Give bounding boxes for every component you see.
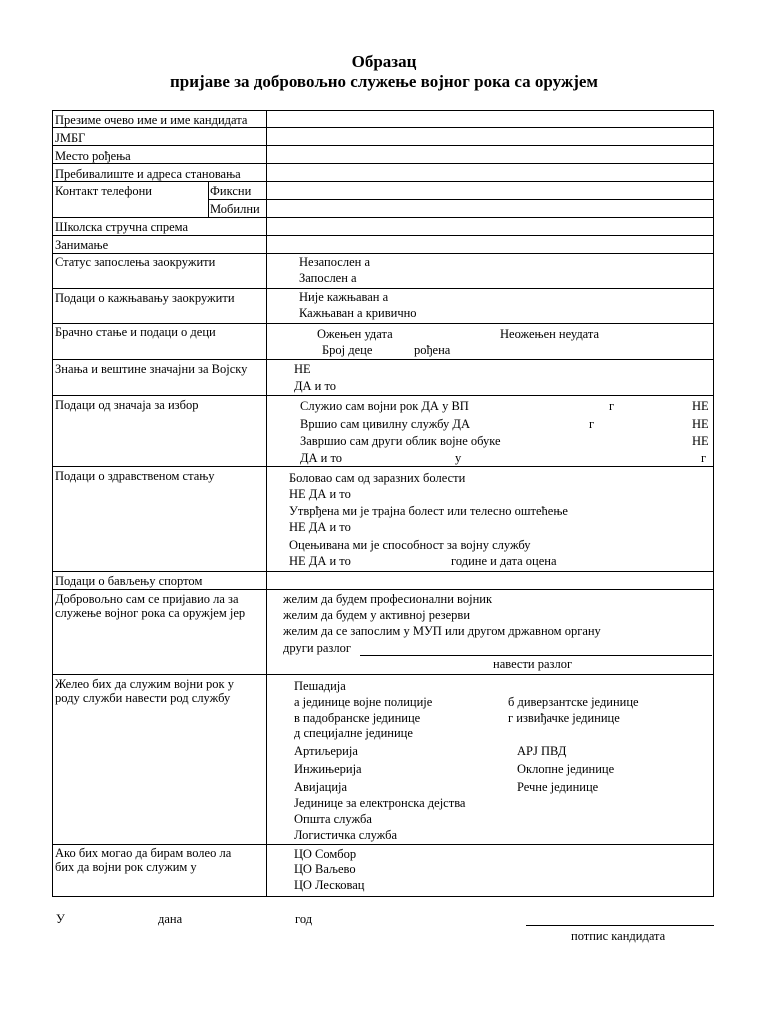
label-location-line2: бих да војни рок служим у [55,860,197,874]
skills-yes[interactable]: ДА и то [294,379,337,393]
option-unmarried[interactable]: Неожењен неудата [500,327,600,341]
option-punished[interactable]: Кажњаван а кривично [299,306,417,320]
branch-aviation[interactable]: Авијација [294,780,348,794]
branch-recon[interactable]: г извиђачке јединице [508,711,620,725]
other-training-in-label: у [455,451,462,465]
reason-reserve[interactable]: желим да будем у активној резерви [283,608,471,622]
location-leskovac[interactable]: ЦО Лесковац [294,878,365,892]
label-contact: Контакт телефони [55,184,152,198]
label-branch-line1: Желео бих да служим војни рок у [55,677,234,691]
label-penalty: Подаци о кажњавању заокружити [55,291,235,305]
branch-air-defense[interactable]: АРЈ ПВД [517,744,567,758]
branch-airborne[interactable]: в падобранске јединице [294,711,421,725]
label-reason-line2: служење војног рока са оружјем јер [55,606,246,620]
row-divider [52,253,714,254]
signature-line[interactable] [526,925,714,926]
form-title: Образац [351,52,417,71]
civil-service-no[interactable]: НЕ [692,417,709,431]
branch-electronic-warfare[interactable]: Јединице за електронска дејства [294,796,466,810]
label-occupation: Занимање [55,238,109,252]
footer-day-label: дана [158,912,183,926]
row-divider [52,844,714,845]
label-birthplace: Место рођења [55,149,131,163]
reason-note: навести разлог [493,657,573,671]
reason-professional[interactable]: желим да будем професионални војник [283,592,493,606]
label-jmbg: ЈМБГ [55,131,86,145]
option-unemployed[interactable]: Незапослен а [299,255,370,269]
children-count-label: Број деце [322,343,373,357]
branch-infantry[interactable]: Пешадија [294,679,346,693]
label-reason-line1: Добровољно сам се пријавио ла за [55,592,239,606]
civil-year-label: г [589,417,595,431]
health-answer-2[interactable]: НЕ ДА и то [289,520,351,534]
location-valjevo[interactable]: ЦО Ваљево [294,862,356,876]
branch-river[interactable]: Речне јединице [517,780,599,794]
jmbg-field[interactable] [267,128,713,145]
label-branch-line2: роду служби навести род службу [55,691,231,705]
occupation-field[interactable] [267,236,713,253]
residence-field[interactable] [267,164,713,181]
health-question-2: Утврђена ми је трајна болест или телесно оштећење [289,504,568,518]
other-reason-line[interactable] [360,655,712,656]
label-name: Презиме очево име и име кандидата [55,113,248,127]
other-training-no[interactable]: НЕ [692,434,709,448]
served-year-label: г [609,399,615,413]
mobile-phone-field[interactable] [267,200,713,217]
health-answer-3-year: године и дата оцена [451,554,557,568]
label-sport: Подаци о бављењу спортом [55,574,203,588]
row-divider [52,288,714,289]
option-not-punished[interactable]: Није кажњаван а [299,290,389,304]
option-employed[interactable]: Запослен а [299,271,357,285]
signature-label: потпис кандидата [571,929,666,943]
other-training-yes[interactable]: ДА и то [300,451,343,465]
footer-year-label: год [295,912,313,926]
label-skills: Знања и вештине значајни за Војску [55,362,248,376]
label-health: Подаци о здравственом стању [55,469,215,483]
row-divider [52,674,714,675]
branch-logistics[interactable]: Логистичка служба [294,828,398,842]
other-training-label: Завршио сам други облик војне обуке [300,434,501,448]
branch-general[interactable]: Општа служба [294,812,372,826]
branch-engineering[interactable]: Инжињерија [294,762,362,776]
branch-armored[interactable]: Оклопне јединице [517,762,615,776]
health-question-3: Оцењивана ми је способност за војну службу [289,538,531,552]
reason-employment[interactable]: желим да се запослим у МУП или другом државном органу [283,624,601,638]
location-sombor[interactable]: ЦО Сомбор [294,847,357,861]
branch-sabotage[interactable]: б диверзантске јединице [508,695,639,709]
branch-special[interactable]: д специјалне јединице [294,726,413,740]
label-marital: Брачно стање и подаци о деци [55,325,216,339]
option-married[interactable]: Ожењен удата [317,327,393,341]
name-field[interactable] [267,111,713,127]
branch-artillery[interactable]: Артиљерија [294,744,358,758]
branch-military-police[interactable]: а јединице војне полиције [294,695,433,709]
label-fixed-phone: Фиксни [210,184,252,198]
row-divider [52,323,714,324]
row-divider [52,466,714,467]
civil-service-yes[interactable]: Вршио сам цивилну службу ДА [300,417,470,431]
label-education: Школска стручна спрема [55,220,189,234]
row-divider [52,589,714,590]
children-born-label: рођена [414,343,451,357]
other-training-year-label: г [701,451,707,465]
sport-field[interactable] [267,572,713,589]
column-divider [208,181,209,217]
fixed-phone-field[interactable] [267,182,713,199]
row-divider [52,359,714,360]
served-military-no[interactable]: НЕ [692,399,709,413]
form-subtitle: пријаве за добровољно служење војног рока са оружјем [170,72,598,91]
education-field[interactable] [267,218,713,235]
reason-other[interactable]: други разлог [283,641,351,655]
label-employment: Статус запослења заокружити [55,255,216,269]
health-question-1: Боловао сам од заразних болести [289,471,466,485]
health-answer-3[interactable]: НЕ ДА и то [289,554,351,568]
served-military-yes[interactable]: Служио сам војни рок ДА у ВП [300,399,469,413]
health-answer-1[interactable]: НЕ ДА и то [289,487,351,501]
skills-no[interactable]: НЕ [294,362,311,376]
label-selection: Подаци од значаја за избор [55,398,199,412]
row-divider [52,395,714,396]
footer-place-label: У [56,912,65,926]
birthplace-field[interactable] [267,146,713,163]
label-residence: Пребивалиште и адреса становања [55,167,241,181]
label-location-line1: Ако бих могао да бирам волео ла [55,846,232,860]
label-mobile-phone: Мобилни [210,202,260,216]
